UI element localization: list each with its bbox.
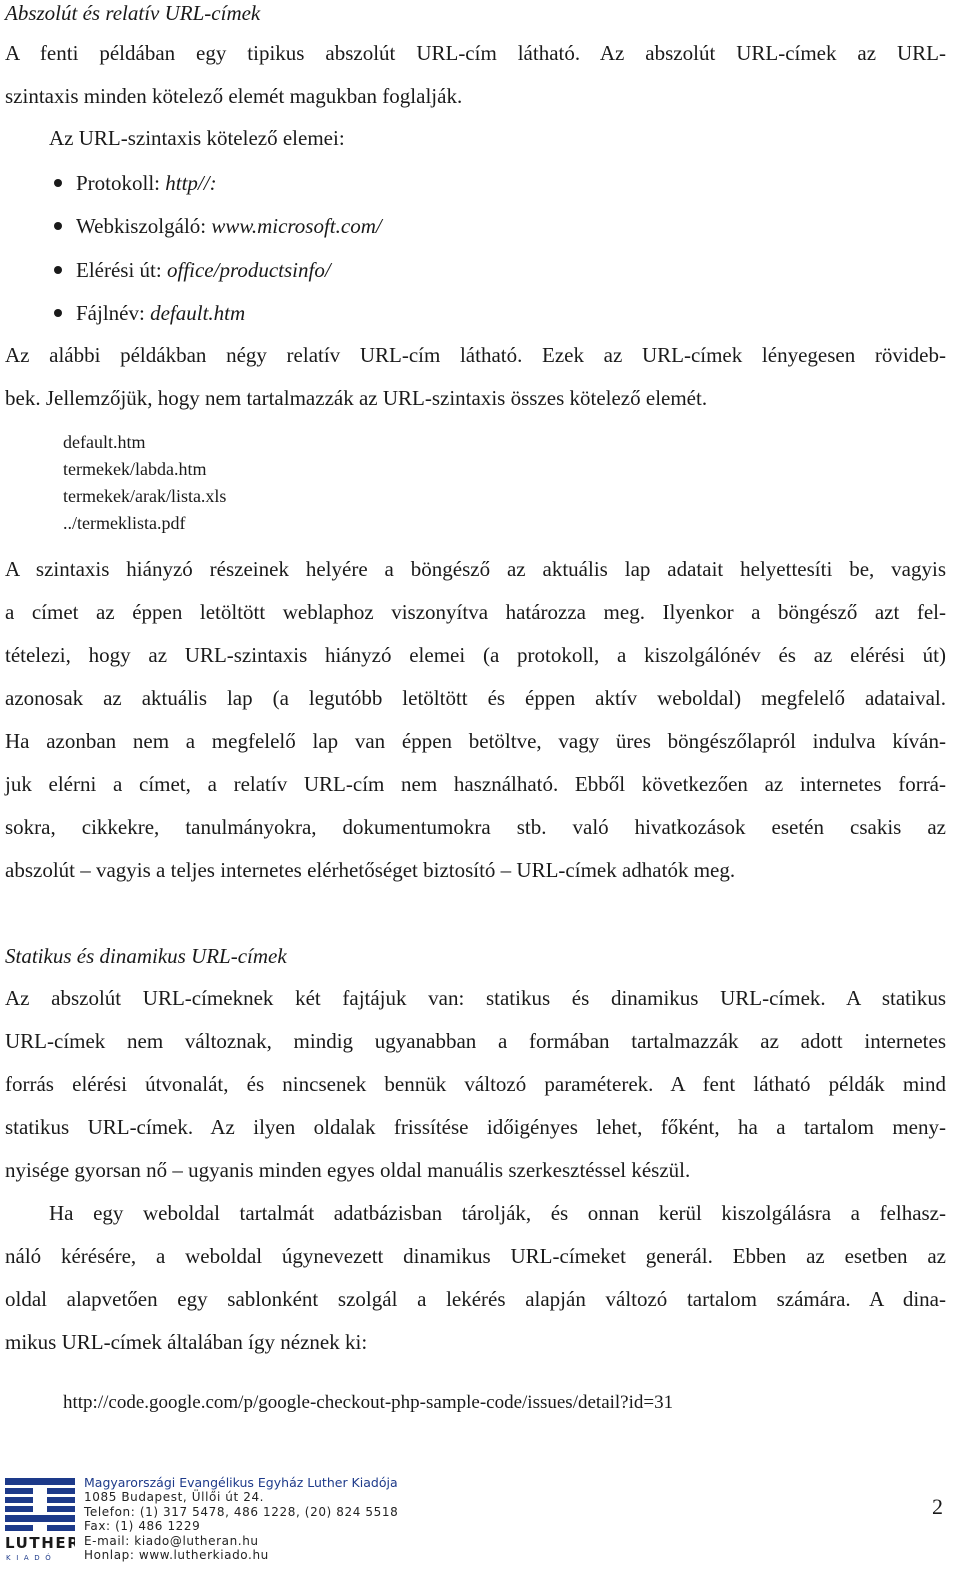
logo-subtext: KIADÓ [6, 1554, 57, 1562]
text-line: a címet az éppen letöltött weblaphoz viszonyítva határozza meg. Ilyenkor a böngésző azt fel- [5, 600, 946, 624]
dynamic-paragraph [5, 1192, 946, 1364]
luther-kiado-logo [5, 1476, 75, 1581]
bullet-icon [54, 309, 62, 317]
text-line: juk elérni a címet, a relatív URL-cím nem használható. Ebből következően az internetes forrá- [5, 772, 946, 796]
text-line: bek. Jellemzőjük, hogy nem tartalmazzák az URL-szintaxis összes kötelező elemét. [5, 386, 708, 410]
address: 1085 Budapest, Üllői út 24. [84, 1490, 265, 1505]
text-line: azonosak az aktuális lap (a legutóbb letöltött és éppen aktív weboldal) megfelelő adataival. [5, 686, 946, 710]
text-line: Az abszolút URL-címeknek két fajtájuk van: statikus és dinamikus URL-címek. A statikus [5, 986, 946, 1010]
url-example: termekek/arak/lista.xls [63, 486, 227, 506]
text-line: statikus URL-címek. Az ilyen oldalak frissítése időigényes lehet, főként, ha a tartalom meny- [5, 1115, 946, 1139]
url-example: ../termeklista.pdf [63, 513, 186, 533]
text-line: tételezi, hogy az URL-szintaxis hiányzó elemei (a protokoll, a kiszolgálónév és az elérési út) [5, 643, 946, 667]
text-line: sokra, cikkekre, tanulmányokra, dokumentumokra stb. való hivatkozások esetén csakis az [5, 815, 946, 839]
text-line: Az alábbi példákban négy relatív URL-cím látható. Ezek az URL-címek lényegesen rövideb- [5, 343, 946, 367]
text-line: mikus URL-címek általában így néznek ki: [5, 1330, 368, 1354]
text-line: náló kérésére, a weboldal úgynevezett dinamikus URL-címeket generál. Ebben az esetben az [5, 1244, 946, 1268]
list-item-value: www.microsoft.com/ [211, 214, 382, 238]
text-line: URL-címek nem változnak, mindig ugyanabban a formában tartalmazzák az adott internetes [5, 1029, 946, 1053]
list-item-filename [54, 301, 245, 326]
section-heading-absolute-relative: Abszolút és relatív URL-címek [5, 1, 261, 25]
list-item-label: Elérési út: [76, 258, 167, 282]
bullet-icon [54, 179, 62, 187]
url-example: default.htm [63, 432, 146, 452]
relative-paragraph [5, 334, 946, 420]
list-item-value: http//: [165, 171, 217, 195]
text-line: oldal alapvetően egy sablonként szolgál a lekérés alapján változó tartalom számára. A dina- [5, 1287, 946, 1311]
footer-contact [84, 1476, 398, 1562]
list-item-server [54, 214, 382, 239]
text-line: szintaxis minden kötelező elemét magukban foglalják. [5, 84, 463, 108]
static-paragraph [5, 977, 946, 1192]
website: Honlap: www.lutherkiado.hu [84, 1548, 269, 1563]
list-item-value: default.htm [150, 301, 246, 325]
luther-logo-icon [5, 1476, 75, 1581]
dynamic-url-example: http://code.google.com/p/google-checkout-php-sample-code/issues/detail?id=31 [63, 1392, 674, 1413]
url-example: termekek/labda.htm [63, 459, 207, 479]
publisher-name: Magyarországi Evangélikus Egyház Luther Kiadója [84, 1475, 398, 1490]
intro-paragraph [5, 32, 946, 118]
text-line: nyisége gyorsan nő – ugyanis minden egyes oldal manuális szerkesztéssel készül. [5, 1158, 691, 1182]
logo-text: LUTHER [5, 1534, 75, 1552]
text-line: A szintaxis hiányzó részeinek helyére a böngésző az aktuális lap adatait helyettesíti be, vagyis [5, 557, 946, 581]
fax: Fax: (1) 486 1229 [84, 1519, 201, 1534]
list-item-label: Webkiszolgáló: [76, 214, 212, 238]
list-item-path [54, 258, 331, 283]
relative-url-examples [63, 429, 226, 537]
syntax-paragraph [5, 548, 946, 892]
section-heading-static-dynamic: Statikus és dinamikus URL-címek [5, 944, 287, 968]
page-number: 2 [932, 1494, 943, 1519]
list-title: Az URL-szintaxis kötelező elemei: [49, 126, 345, 150]
email: E-mail: kiado@lutheran.hu [84, 1533, 259, 1548]
list-item-value: office/productsinfo/ [166, 258, 331, 282]
phone: Telefon: (1) 317 5478, 486 1228, (20) 824 5518 [84, 1504, 399, 1519]
text-line: Ha egy weboldal tartalmát adatbázisban tárolják, és onnan kerül kiszolgálásra a felhasz- [49, 1201, 946, 1225]
list-item-label: Fájlnév: [76, 301, 151, 325]
text-line: abszolút – vagyis a teljes internetes elérhetőséget biztosító – URL-címek adhatók meg. [5, 858, 736, 882]
text-line: A fenti példában egy tipikus abszolút URL-cím látható. Az abszolút URL-címek az URL- [5, 41, 946, 65]
text-line: Ha azonban nem a megfelelő lap van éppen betöltve, vagy üres böngészőlapról indulva kíván- [5, 729, 946, 753]
list-item-label: Protokoll: [76, 171, 166, 195]
list-item-protocol [54, 171, 217, 196]
text-line: forrás elérési útvonalát, és nincsenek bennük változó paraméterek. A fent látható példák mind [5, 1072, 946, 1096]
bullet-icon [54, 266, 62, 274]
bullet-icon [54, 222, 62, 230]
